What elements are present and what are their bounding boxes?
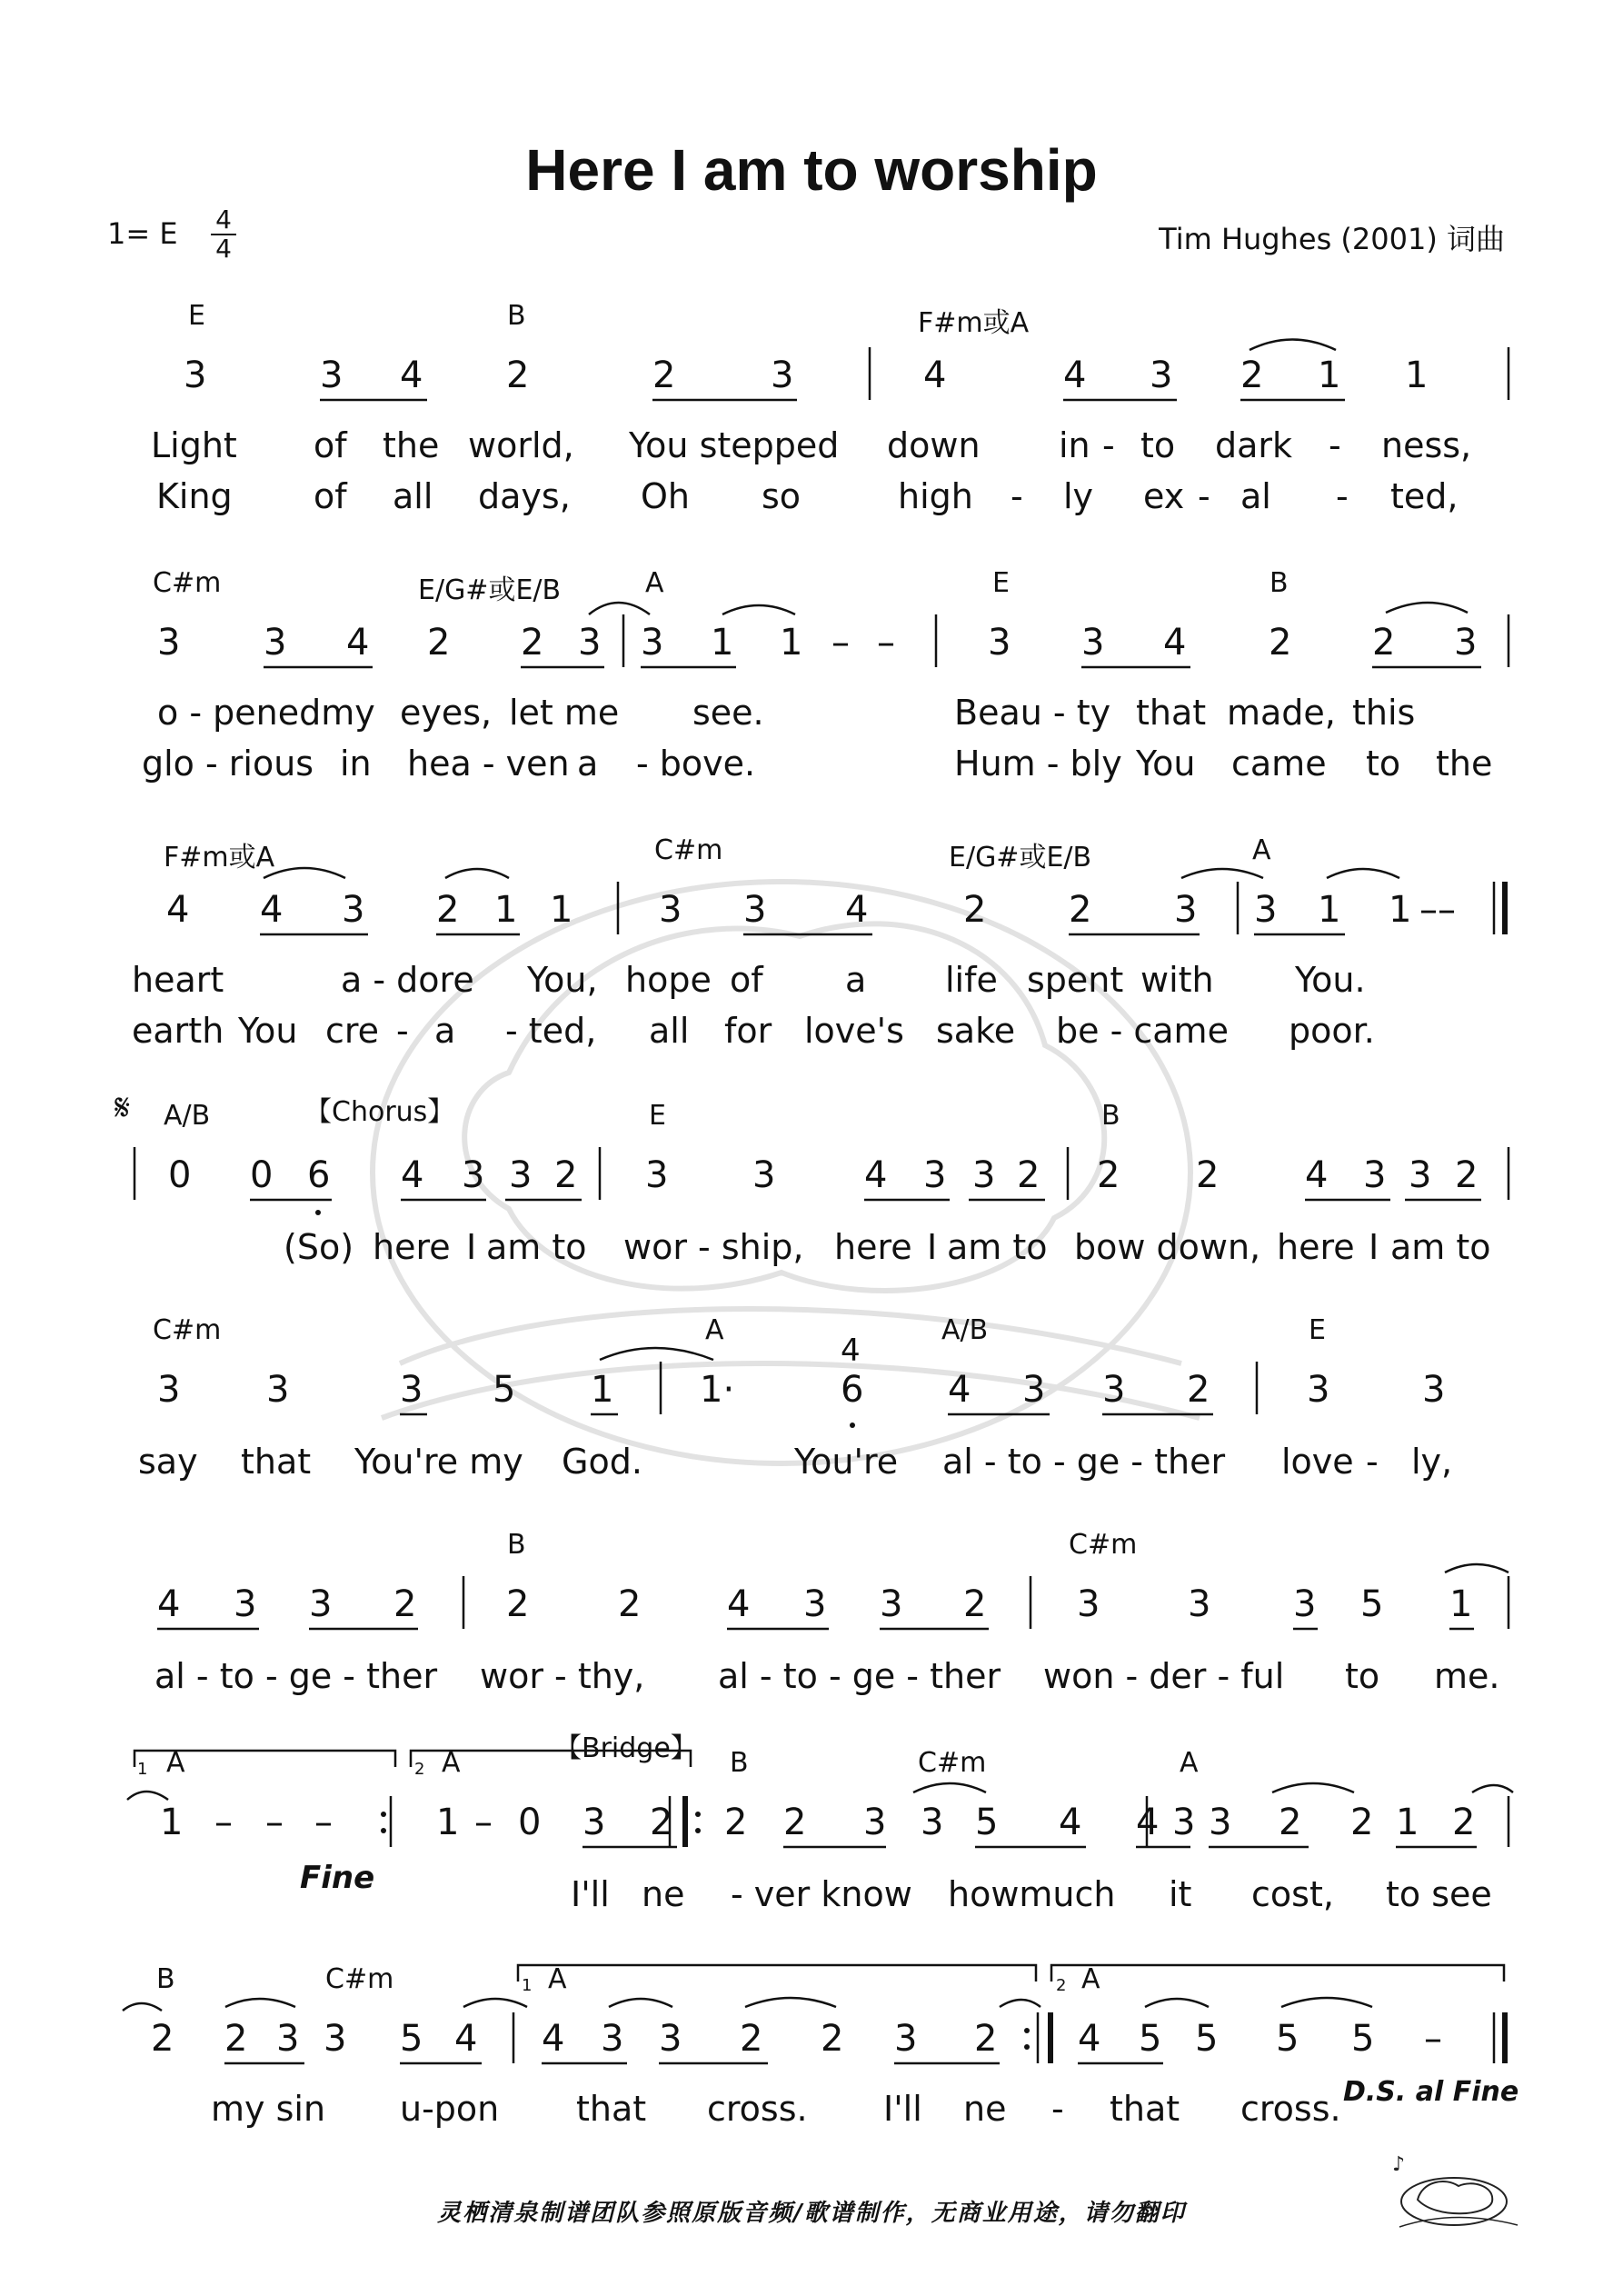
note: 3 [157,1369,181,1411]
ending-number: 2 [1056,1976,1067,1995]
lyric: a - dore [341,960,474,1000]
note: 3 [771,354,794,396]
note: 4 [864,1154,888,1196]
note: 3 [324,2018,347,2060]
chord: C#m [654,834,723,866]
chord: C#m [325,1963,394,1995]
note: 4 [1063,354,1087,396]
section-label-chorus: 【Chorus】 [304,1096,455,1128]
note: 2 [1350,1802,1374,1843]
note: 1· [700,1369,735,1411]
note: 1 [1449,1583,1473,1625]
lyric: You [238,1011,298,1051]
note: 1 [550,889,573,931]
lyric: sake [936,1011,1016,1051]
note: 1 [1396,1802,1419,1843]
chord: E [649,1100,666,1132]
note: 3 [1022,1369,1046,1411]
chord: E [188,300,205,332]
note: 2 [963,1583,987,1625]
lyric: this [1352,693,1416,733]
note: 2 [224,2018,248,2060]
chord: A/B [941,1314,989,1346]
song-title: Here I am to worship [525,137,1098,203]
lyric: days, [478,476,571,516]
lyric: it [1169,1874,1192,1914]
lyric: the [1436,744,1493,784]
note: 3 [1422,1369,1446,1411]
note: 3 [1102,1369,1126,1411]
note: 3 [988,622,1011,664]
note: 4 [948,1369,971,1411]
author-credit: Tim Hughes (2001) 词曲 [1159,222,1505,256]
note: 3 [582,1802,606,1843]
lyric: ne [642,1874,685,1914]
note: – [831,622,850,664]
lyric: wor - thy, [480,1656,645,1696]
note: 3 [803,1583,827,1625]
grace-note: 4 [841,1333,861,1369]
chord: A [1180,1747,1199,1779]
note: 3 [880,1583,903,1625]
note: 3 [601,2018,624,2060]
lyric: al - to - ge - ther [718,1656,1001,1696]
chord: A [1081,1963,1100,1995]
lyric: al [1240,476,1271,516]
footer-notice: 灵栖清泉制谱团队参照原版音频/歌谱制作，无商业用途，请勿翻印 [437,2200,1186,2227]
note: 1 [160,1802,184,1843]
note: 5 [1195,2018,1219,2060]
note: 2 [1455,1154,1479,1196]
lyric: dark [1215,425,1293,465]
lyric: down [887,425,981,465]
lyric: eyes, [400,693,493,733]
section-label-bridge: 【Bridge】 [554,1732,698,1764]
note: 2 [506,354,530,396]
sheep-logo-icon [1381,2145,1527,2236]
lyric: a [845,960,867,1000]
note: – [265,1802,284,1843]
note: 1 [494,889,518,931]
lyric: of [314,425,347,465]
svg-text:♪: ♪ [1392,2153,1406,2176]
lyric: a [434,1011,456,1051]
note: 3 [1174,889,1198,931]
lyric: that [576,2089,647,2129]
note: 1 [780,622,803,664]
note: 3 [1363,1154,1387,1196]
brand-logo [1381,2145,1527,2236]
note: 3 [1254,889,1278,931]
lyric: made, [1227,693,1336,733]
note: 2 [393,1583,417,1625]
note: 3 [1081,622,1105,664]
lyric: howmuch [948,1874,1116,1914]
lyric: am to [486,1227,587,1267]
lyric: hope [625,960,712,1000]
lyric: earth [132,1011,224,1051]
lyric: Oh [641,476,690,516]
chord: F#m或A [918,307,1030,339]
lyric: You. [1295,960,1366,1000]
lyric: see. [692,693,764,733]
key-signature: 1= E [107,216,178,251]
note: 2 [1196,1154,1220,1196]
lyric: ne [963,2089,1007,2129]
lyric: al - to - ge - ther [942,1442,1226,1482]
lyric: ex [1143,476,1185,516]
lyric: wor - ship, [623,1227,804,1267]
lyric: cross. [1240,2089,1341,2129]
lyric: to [1345,1656,1380,1696]
lyric: here [373,1227,451,1267]
note: 2 [427,622,451,664]
lyric: am to [1390,1227,1491,1267]
note: 3 [641,622,664,664]
note: 2 [151,2018,174,2060]
lyric: in [1059,425,1090,465]
time-signature-top: 4 [215,205,232,235]
lyric: world, [468,425,574,465]
note: 3 [1188,1583,1211,1625]
chord: C#m [1069,1529,1138,1561]
lyric: high [898,476,973,516]
lyric: a [577,744,599,784]
chord: C#m [153,567,222,599]
note: 4 [454,2018,478,2060]
lyric: - [1102,425,1115,465]
note: 2 [1187,1369,1210,1411]
lyric: that [241,1442,312,1482]
lyric: You stepped [629,425,840,465]
lyric: of [314,476,347,516]
lyric: to see [1386,1874,1492,1914]
lyric: Hum - bly [954,744,1122,784]
note: 3 [1209,1802,1232,1843]
chord: B [156,1963,175,1995]
ds-al-fine-mark: D.S. al Fine [1343,2076,1519,2108]
lyric: heart [132,960,224,1000]
note: 2 [436,889,460,931]
lyric: cross. [707,2089,808,2129]
note: 4 [1078,2018,1101,2060]
note: 3 [972,1154,996,1196]
chord: A [442,1747,461,1779]
lyric: here [1277,1227,1355,1267]
note: 4 [727,1583,751,1625]
lyric: of [730,960,763,1000]
chord: A [645,567,664,599]
note: 2 [506,1583,530,1625]
note: 4 [1305,1154,1329,1196]
lyric: my sin [211,2089,326,2129]
ending-number: 2 [414,1760,425,1779]
lyric: am to [947,1227,1048,1267]
note: 2 [724,1802,748,1843]
note: –– [1419,889,1456,931]
note: 4 [1059,1802,1082,1843]
note: 4 [542,2018,565,2060]
lyric: cre [325,1011,380,1051]
note: 1 [591,1369,614,1411]
lyric: came [1231,744,1327,784]
lyric: King [156,476,233,516]
note: 2 [1372,622,1396,664]
note: 3 [266,1369,290,1411]
lyric: poor. [1289,1011,1375,1051]
lyric: ly [1063,476,1094,516]
note: 3 [234,1583,257,1625]
note: 2 [740,2018,763,2060]
lyric: love's [804,1011,904,1051]
note: 3 [264,622,287,664]
chord: B [1270,567,1289,599]
segno-sign: 𝄋 [115,1087,131,1129]
lyric: in [340,744,372,784]
note: 3 [400,1369,423,1411]
lyric: - [1051,2089,1064,2129]
note: 1 [1318,889,1341,931]
note: 4 [157,1583,181,1625]
note: 2 [1240,354,1264,396]
lyric: - [1329,425,1341,465]
lyric: - [1011,476,1023,516]
note: 3 [923,1154,947,1196]
lyric: - bove. [636,744,756,784]
note: 3 [309,1583,333,1625]
ending-number: 1 [522,1976,533,1995]
note: 3 [342,889,365,931]
note: 2 [1017,1154,1041,1196]
note: 0 [518,1802,542,1843]
lyric: ness, [1381,425,1472,465]
note: 3 [320,354,344,396]
lyric: You, [527,960,598,1000]
lyric: me. [1434,1656,1500,1696]
lyric: You [1136,744,1196,784]
note: 5 [1276,2018,1299,2060]
lyric: I [927,1227,938,1267]
lyric: for [724,1011,772,1051]
note: 1 [436,1802,460,1843]
lyric: to [1140,425,1176,465]
note: 3 [578,622,602,664]
lyric: that [1136,693,1207,733]
lyric: - [1366,1442,1379,1482]
lyric: (So) [284,1227,354,1267]
note: 3 [1150,354,1173,396]
note: 3 [1077,1583,1100,1625]
note: 2 [652,354,676,396]
note: 2 [783,1802,807,1843]
note: 4 [400,354,423,396]
note: 3 [752,1154,776,1196]
note: – [474,1802,493,1843]
note: 5 [975,1802,999,1843]
note: 4 [166,889,190,931]
note: 3 [157,622,181,664]
lyric: - [1336,476,1349,516]
note: 2 [554,1154,578,1196]
lyric: - ver know [731,1874,912,1914]
note: 3 [1172,1802,1196,1843]
lyric: ly, [1411,1442,1453,1482]
lyric: I'll [571,1874,610,1914]
note: 4 [1163,622,1187,664]
note: 3 [1293,1583,1317,1625]
lyric: You're my [354,1442,523,1482]
lyric: be - came [1056,1011,1229,1051]
note: 3 [659,2018,682,2060]
note: 1 [1389,889,1412,931]
chord: E [1309,1314,1326,1346]
note: 0 [168,1154,192,1196]
lyric: o - penedmy [157,693,375,733]
note: 6 [307,1154,331,1196]
lyric: al - to - ge - ther [154,1656,438,1696]
note: 1 [1405,354,1429,396]
lyric: I [466,1227,477,1267]
ending-number: 1 [137,1760,148,1779]
note: 5 [493,1369,516,1411]
lyric: I'll [883,2089,922,2129]
note: 2 [1269,622,1292,664]
lyric: all [393,476,433,516]
lyric: with [1140,960,1214,1000]
fine-mark: Fine [300,1860,375,1896]
note: 3 [1454,622,1478,664]
chord: A [166,1747,185,1779]
note: 5 [1139,2018,1162,2060]
lyric: Light [151,425,237,465]
note: 3 [659,889,682,931]
lyric: glo - rious [142,744,314,784]
note: 2 [1097,1154,1120,1196]
note: 3 [863,1802,887,1843]
lyric: say [138,1442,198,1482]
lyric: spent [1027,960,1124,1000]
note: 3 [1409,1154,1432,1196]
note: 2 [1279,1802,1302,1843]
lyric: I [1369,1227,1379,1267]
lyric: u-pon [400,2089,500,2129]
note: 3 [509,1154,533,1196]
chord: A [705,1314,724,1346]
note: 2 [1452,1802,1476,1843]
note: 3 [894,2018,918,2060]
note: 3 [645,1154,669,1196]
note: 3 [462,1154,485,1196]
note: 5 [400,2018,423,2060]
note: 4 [845,889,869,931]
note: 1 [711,622,734,664]
note: – [314,1802,333,1843]
note: 4 [346,622,370,664]
note: 5 [1351,2018,1375,2060]
lyric: - ted, [505,1011,597,1051]
note: 3 [276,2018,300,2060]
chord: B [507,1529,526,1561]
note: 4 [923,354,947,396]
lyric: cost, [1251,1874,1334,1914]
note: 4 [1136,1802,1160,1843]
time-signature [207,207,240,262]
note: 3 [743,889,767,931]
lyric: all [649,1011,690,1051]
note: 4 [260,889,284,931]
lyric: the [383,425,440,465]
note: 2 [1069,889,1092,931]
note: – [877,622,895,664]
chord: A/B [164,1100,211,1132]
note: 6 [841,1369,864,1411]
time-signature-bottom: 4 [215,234,232,264]
chord: F#m或A [164,842,275,873]
lyric: so [762,476,802,516]
note: 2 [650,1802,673,1843]
note: – [214,1802,233,1843]
lyric: - [396,1011,409,1051]
lyric: let me [509,693,620,733]
chord: B [730,1747,749,1779]
note: 5 [1360,1583,1384,1625]
note: 2 [974,2018,998,2060]
note: 2 [963,889,987,931]
lyric: bow down, [1074,1227,1261,1267]
chord: E/G#或E/B [949,842,1092,873]
note: 3 [921,1802,944,1843]
note: 4 [401,1154,424,1196]
note: 1 [1318,354,1341,396]
note: 2 [618,1583,642,1625]
lyric: hea - ven [407,744,570,784]
note: – [1424,2018,1442,2060]
chord: C#m [153,1314,222,1346]
note: 2 [521,622,544,664]
lyric: You're [794,1442,899,1482]
lyric: life [945,960,998,1000]
chord: A [548,1963,567,1995]
chord: B [507,300,526,332]
lyric: won - der - ful [1043,1656,1285,1696]
note: 2 [821,2018,844,2060]
note: 3 [184,354,207,396]
lyric: - [1198,476,1210,516]
lyric: God. [562,1442,642,1482]
lyric: ted, [1390,476,1459,516]
chord: B [1101,1100,1120,1132]
chord: E [992,567,1010,599]
chord: C#m [918,1747,987,1779]
chord: E/G#或E/B [418,574,562,606]
lyric: here [834,1227,912,1267]
lyric: that [1110,2089,1180,2129]
lyric: love [1281,1442,1354,1482]
note: 3 [1307,1369,1330,1411]
chord: A [1252,834,1271,866]
lyric: Beau - ty [954,693,1111,733]
note: 0 [250,1154,274,1196]
lyric: to [1366,744,1401,784]
